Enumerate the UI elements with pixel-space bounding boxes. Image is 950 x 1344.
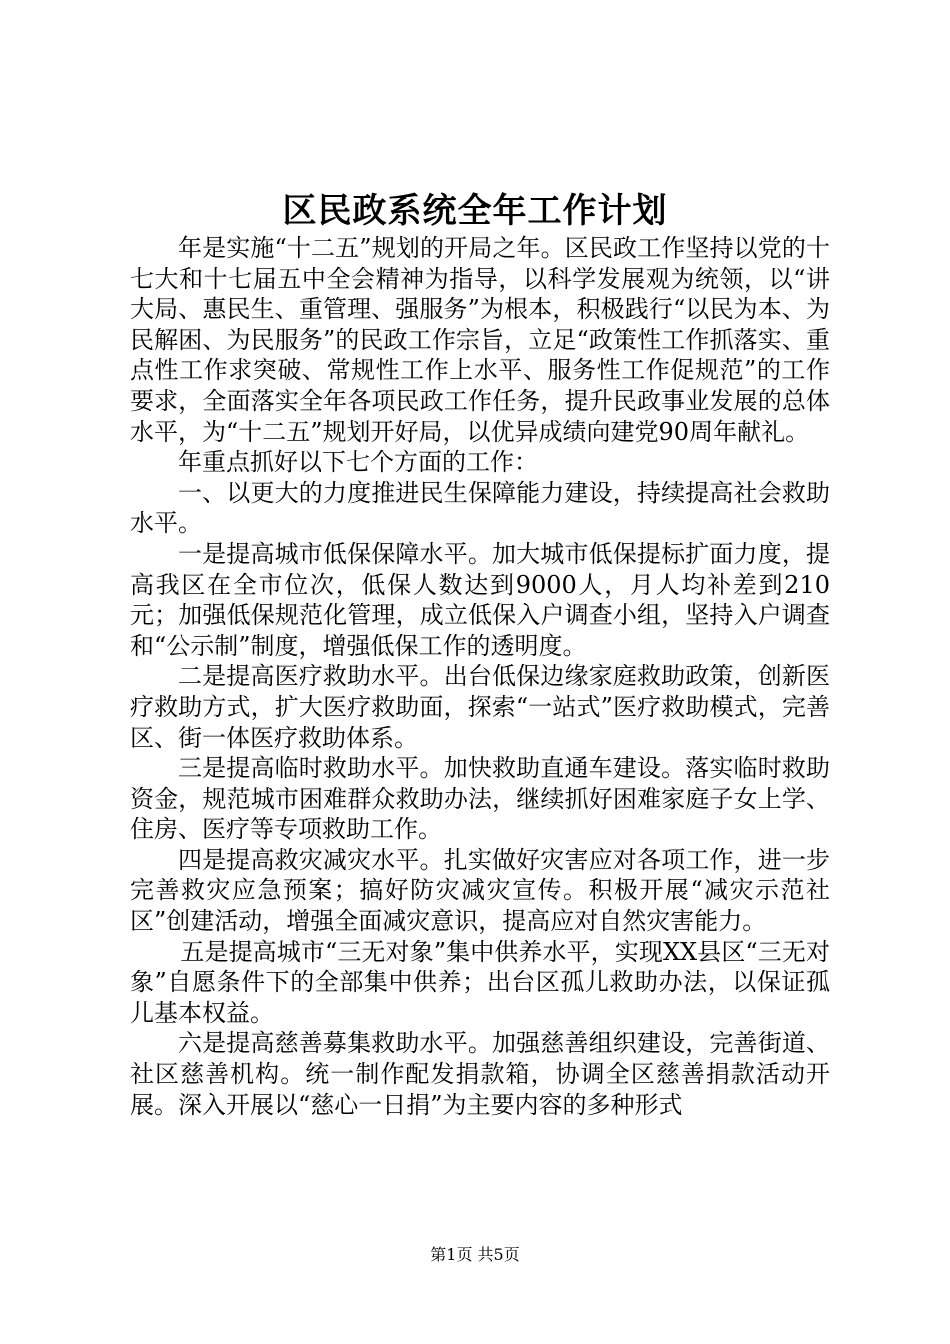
paragraph: 五是提高城市“三无对象”集中供养水平，实现XX县区“三无对象”自愿条件下的全部集中供养；出台区孤儿救助办法，以保证孤儿基本权益。	[130, 937, 830, 1027]
page-footer: 第1页 共5页	[430, 1245, 520, 1264]
paragraph: 一是提高城市低保保障水平。加大城市低保提标扩面力度，提高我区在全市位次，低保人数达到9000人，月人均补差到210元；加强低保规范化管理，成立低保入户调查小组，坚持入户调查和“公示制”制度，增强低保工作的透明度。	[130, 539, 830, 660]
paragraph: 六是提高慈善募集救助水平。加强慈善组织建设，完善街道、社区慈善机构。统一制作配发捐款箱，协调全区慈善捐款活动开展。深入开展以“慈心一日捐”为主要内容的多种形式	[130, 1029, 830, 1119]
document-title: 区民政系统全年工作计划	[282, 191, 668, 231]
document-body	[130, 233, 830, 1120]
paragraph: 年是实施“十二五”规划的开局之年。区民政工作坚持以党的十七大和十七届五中全会精神为指导，以科学发展观为统领，以“讲大局、惠民生、重管理、强服务”为根本，积极践行“以民为本、为民解困、为民服务”的民政工作宗旨，立足“政策性工作抓落实、重点性工作求突破、常规性工作上水平、服务性工作促规范”的工作要求，全面落实全年各项民政工作任务，提升民政事业发展的总体水平，为“十二五”规划开好局，以优异成绩向建党90周年献礼。	[130, 234, 830, 446]
paragraph: 三是提高临时救助水平。加快救助直通车建设。落实临时救助资金，规范城市困难群众救助办法，继续抓好困难家庭子女上学、住房、医疗等专项救助工作。	[130, 754, 830, 844]
paragraph: 年重点抓好以下七个方面的工作：	[178, 448, 538, 477]
paragraph: 四是提高救灾减灾水平。扎实做好灾害应对各项工作，进一步完善救灾应急预案；搞好防灾减灾宣传。积极开展“减灾示范社区”创建活动，增强全面减灾意识，提高应对自然灾害能力。	[130, 845, 830, 936]
paragraph: 一、以更大的力度推进民生保障能力建设，持续提高社会救助水平。	[130, 478, 830, 538]
paragraph: 二是提高医疗救助水平。出台低保边缘家庭救助政策，创新医疗救助方式，扩大医疗救助面，探索“一站式”医疗救助模式，完善区、街一体医疗救助体系。	[130, 662, 830, 752]
